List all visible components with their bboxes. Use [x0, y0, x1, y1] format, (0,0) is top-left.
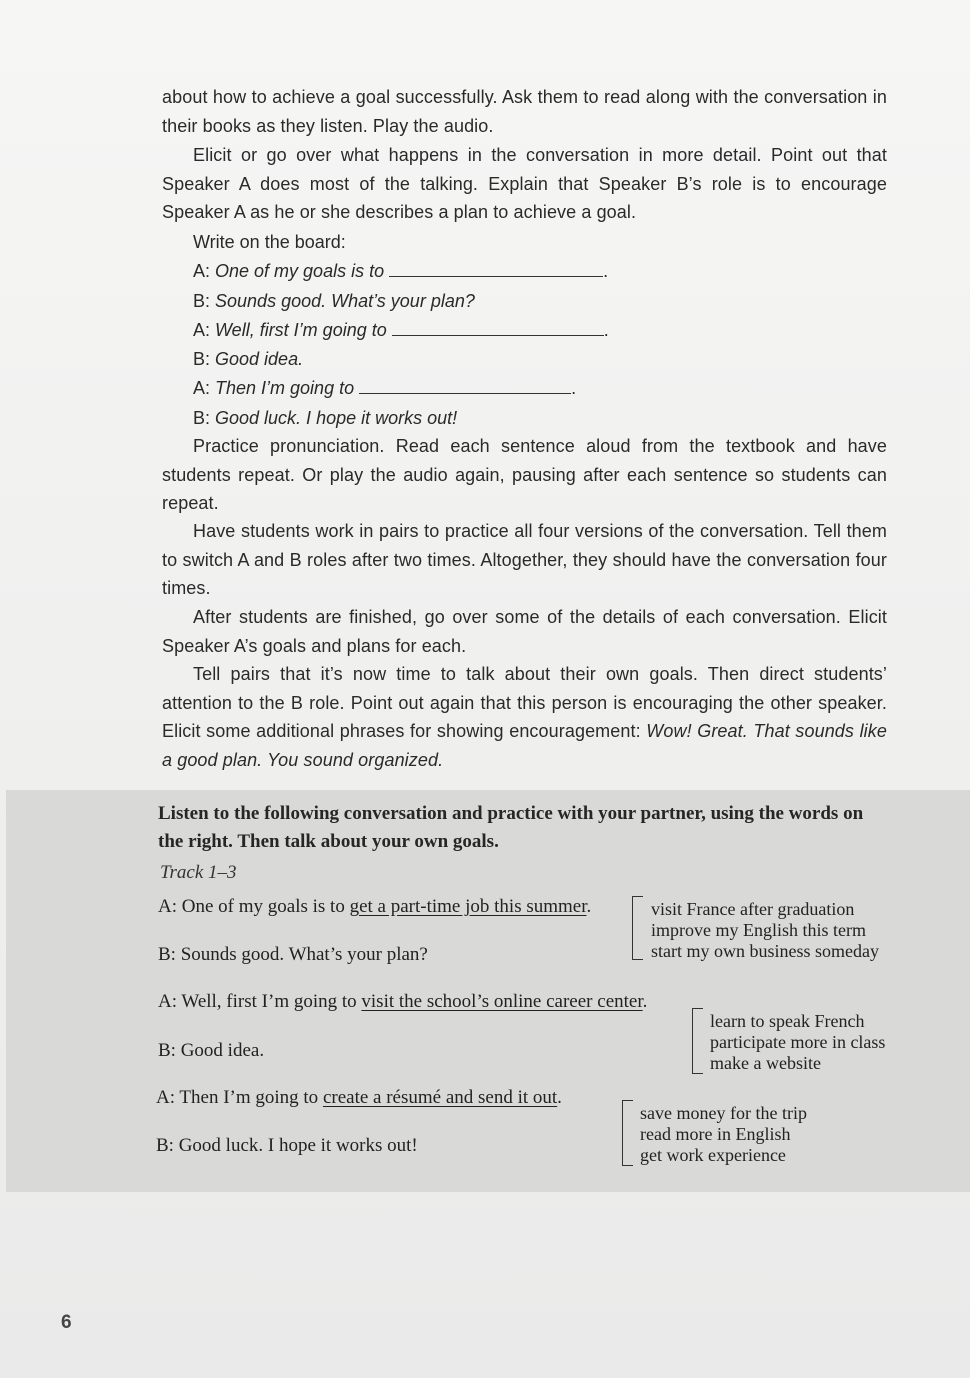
board-line-6: B: Good luck. I hope it works out!	[193, 408, 458, 428]
conversation-line-5: A: Then I’m going to create a résumé and send it out.	[156, 1087, 562, 1108]
paragraph-elicit: Elicit or go over what happens in the conversation in more detail. Point out that Speaker A does most of the talking. Explain that Speaker B’s role is to encourage Speaker A as he or she describes a plan to achieve a goal.	[162, 145, 887, 223]
board-line-2: B: Sounds good. What’s your plan?	[193, 291, 475, 311]
option-item: learn to speak French	[710, 1011, 865, 1031]
options-list-1	[651, 899, 879, 962]
paragraph-own-goals: Tell pairs that it’s now time to talk about their own goals. Then direct students’ attention to the B role. Point out again that this person is encouraging the other speaker. Elicit some additional phrases for showing encouragement: Wow! Great. That sounds like a good plan. You sound organized.	[162, 664, 887, 770]
board-blank-2	[392, 317, 604, 336]
substitution-plan-first: visit the school’s online career center	[361, 991, 643, 1012]
options-bracket-3	[622, 1100, 633, 1166]
options-list-2	[710, 1011, 885, 1074]
board-line-3: A: Well, first I’m going to .	[193, 316, 609, 344]
track-label: Track 1–3	[160, 862, 237, 883]
conversation-line-2: B: Sounds good. What’s your plan?	[158, 944, 428, 965]
board-line-4: B: Good idea.	[193, 349, 304, 369]
options-bracket-2	[692, 1008, 703, 1074]
page-number: 6	[61, 1312, 72, 1333]
conversation-line-6: B: Good luck. I hope it works out!	[156, 1135, 418, 1156]
substitution-plan-then: create a résumé and send it out	[322, 1087, 558, 1108]
encouragement-phrases: Wow! Great. That sounds like a good plan. You sound organized.	[162, 721, 887, 770]
option-item: save money for the trip	[640, 1103, 807, 1123]
conversation-line-1: A: One of my goals is to get a part-time job this summer.	[158, 896, 592, 917]
conversation-line-4: B: Good idea.	[158, 1040, 265, 1061]
paragraph-pronunciation: Practice pronunciation. Read each sentence aloud from the textbook and have students repeat. Or play the audio again, pausing after each sentence so students can repeat.	[162, 436, 887, 514]
option-item: start my own business someday	[651, 941, 879, 961]
option-item: make a website	[710, 1053, 821, 1073]
option-item: read more in English	[640, 1124, 791, 1144]
paragraph-pairs: Have students work in pairs to practice all four versions of the conversation. Tell them to switch A and B roles after two times. Altogether, they should have the conversation four times.	[162, 521, 887, 599]
option-item: participate more in class	[710, 1032, 886, 1052]
option-item: visit France after graduation	[651, 899, 855, 919]
options-list-3	[640, 1103, 807, 1166]
option-item: improve my English this term	[651, 920, 866, 940]
option-item: get work experience	[640, 1145, 786, 1165]
board-line-5: A: Then I’m going to .	[193, 374, 576, 402]
activity-instruction: Listen to the following conversation and practice with your partner, using the words on the right. Then talk about your own goals.	[158, 803, 864, 852]
paragraph-details: After students are finished, go over some of the details of each conversation. Elicit Speaker A’s goals and plans for each.	[162, 607, 887, 656]
board-blank-3	[359, 375, 571, 394]
board-line-1: A: One of my goals is to .	[193, 257, 608, 285]
paragraph-write-board: Write on the board:	[193, 232, 346, 252]
conversation-line-3: A: Well, first I’m going to visit the school’s online career center.	[158, 991, 648, 1012]
board-blank-1	[389, 258, 603, 277]
paragraph-intro: about how to achieve a goal successfully. Ask them to read along with the conversation in their books as they listen. Play the audio.	[162, 87, 887, 136]
options-bracket-1	[632, 896, 643, 960]
substitution-goal: get a part-time job this summer	[349, 896, 587, 917]
